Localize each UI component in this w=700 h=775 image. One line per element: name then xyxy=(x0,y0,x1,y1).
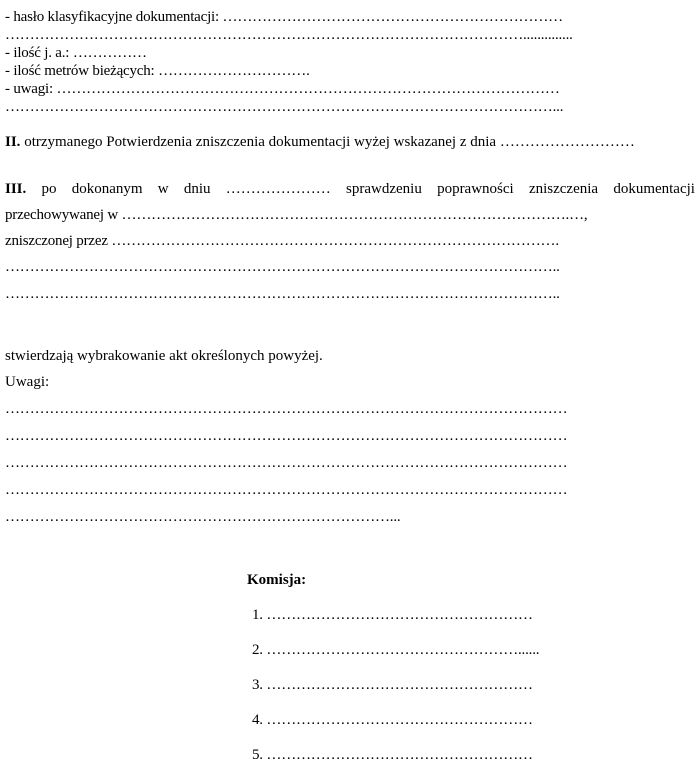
remarks-line: …………………………………………………………………………………………………… xyxy=(5,401,568,417)
notes-field: - uwagi: ………………………………………………………………………………………… xyxy=(5,81,560,97)
classification-field: - hasło klasyfikacyjne dokumentacji: …………………………………………………………… xyxy=(5,9,563,25)
remarks-line: …………………………………………………………………………………………………… xyxy=(5,455,568,471)
commission-member-line: 3. ……………………………………………… xyxy=(252,677,533,693)
section-3-date-blank: ………………… xyxy=(225,181,331,197)
stored-in-field: przechowywanej w ……………………………………………………………………………….…, xyxy=(5,207,588,223)
section-3-word: dniu xyxy=(183,181,211,197)
meters-count-field: - ilość metrów bieżących: …………………………. xyxy=(5,63,310,79)
section-3-word: zniszczenia xyxy=(528,181,599,197)
commission-title: Komisja: xyxy=(247,572,307,588)
remarks-line: ……………………………………………………………………... xyxy=(5,509,401,525)
units-count-field: - ilość j. a.: …………… xyxy=(5,45,147,61)
commission-member-line: 4. ……………………………………………… xyxy=(252,712,533,728)
section-3-first-line xyxy=(5,180,695,198)
section-3-word: dokumentacji xyxy=(613,181,695,197)
section-3-word: w xyxy=(157,181,169,197)
remarks-label: Uwagi: xyxy=(5,374,50,390)
section-3-extra-line: ………………………………………………………………………………………………….. xyxy=(5,259,560,275)
section-2-text: otrzymanego Potwierdzenia zniszczenia dokumentacji wyżej wskazanej z dnia ……………………… xyxy=(20,134,635,150)
section-3-number: III. xyxy=(5,181,27,197)
section-2-number: II. xyxy=(5,134,21,150)
section-3-word: poprawności xyxy=(437,181,514,197)
section-2 xyxy=(5,133,635,151)
remarks-line: …………………………………………………………………………………………………… xyxy=(5,428,568,444)
section-3-word: po xyxy=(41,181,57,197)
commission-member-line: 1. ……………………………………………… xyxy=(252,607,533,623)
commission-member-line: 2. ……………………………………………...... xyxy=(252,642,540,658)
section-3-word: sprawdzeniu xyxy=(346,181,422,197)
notes-field-continuation: …………………………………………………………………………………………………... xyxy=(5,99,564,115)
destroyed-by-field: zniszczonej przez ………………………………………………………………………………. xyxy=(5,233,559,249)
confirmation-text: stwierdzają wybrakowanie akt określonych powyżej. xyxy=(5,348,323,364)
section-3-extra-line: ………………………………………………………………………………………………….. xyxy=(5,286,560,302)
classification-field-continuation: …………………………………………………………………………………………….............. xyxy=(5,27,573,43)
section-3-word: dokonanym xyxy=(71,181,143,197)
commission-member-line: 5. ……………………………………………… xyxy=(252,747,533,763)
remarks-line: …………………………………………………………………………………………………… xyxy=(5,482,568,498)
